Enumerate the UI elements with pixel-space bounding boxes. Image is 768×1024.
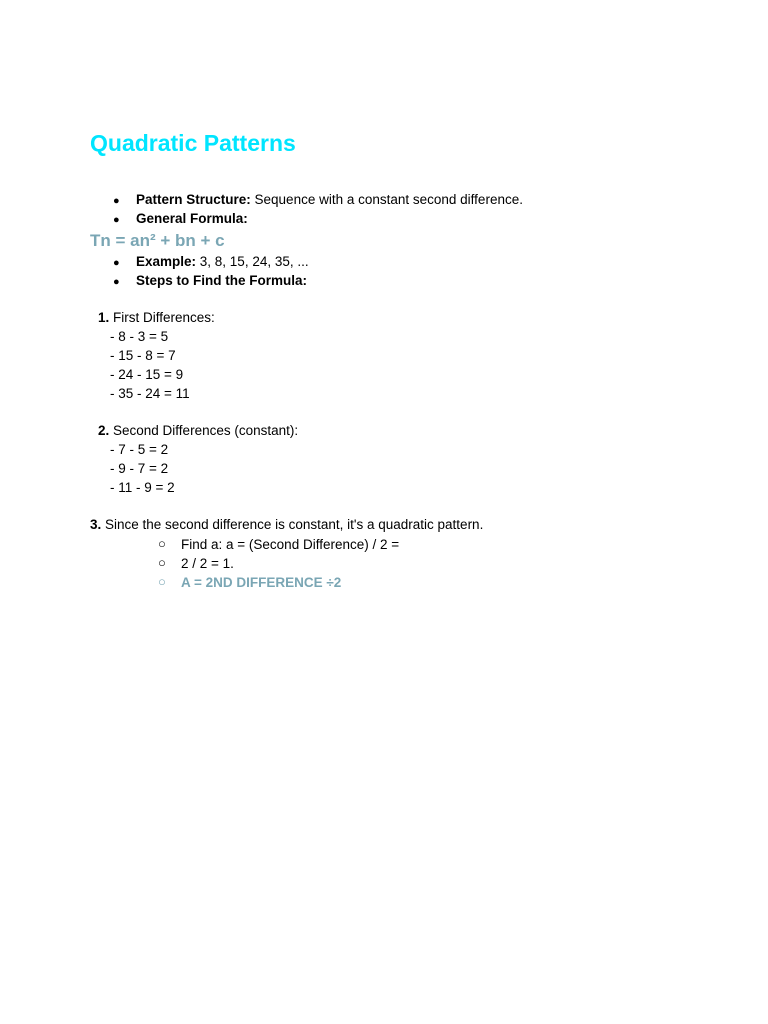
step-number: 2.	[98, 423, 110, 438]
step-1-line: - 15 - 8 = 7	[110, 348, 176, 363]
bullet-steps	[136, 273, 307, 289]
bullet-pattern-structure	[136, 192, 523, 208]
bullet-label: General Formula:	[136, 211, 248, 226]
step-3-sub-item-highlight: A = 2ND DIFFERENCE ÷2	[181, 575, 342, 590]
step-2-line: - 11 - 9 = 2	[110, 480, 175, 495]
step-1-line: - 35 - 24 = 11	[110, 386, 190, 401]
bullet-label: Steps to Find the Formula:	[136, 273, 307, 288]
bullet-icon: ●	[113, 195, 120, 207]
step-2-line: - 7 - 5 = 2	[110, 442, 169, 457]
step-2-heading	[98, 423, 298, 439]
step-3-sub-item: Find a: a = (Second Difference) / 2 =	[181, 537, 400, 552]
step-1-line: - 24 - 15 = 9	[110, 367, 184, 382]
step-number: 3.	[90, 517, 102, 532]
circle-bullet-icon: ○	[158, 574, 166, 589]
circle-bullet-icon: ○	[158, 555, 166, 570]
step-2-line: - 9 - 7 = 2	[110, 461, 169, 476]
bullet-icon: ●	[113, 214, 120, 226]
bullet-icon: ●	[113, 276, 120, 288]
step-3-heading	[90, 517, 483, 533]
general-formula: Tn = an² + bn + c	[90, 231, 225, 250]
circle-bullet-icon: ○	[158, 536, 166, 551]
bullet-icon: ●	[113, 257, 120, 269]
step-3-sub-item: 2 / 2 = 1.	[181, 556, 234, 571]
bullet-example	[136, 254, 309, 270]
bullet-text: 3, 8, 15, 24, 35, ...	[196, 254, 309, 269]
step-heading-text: First Differences:	[109, 310, 215, 325]
bullet-label: Example:	[136, 254, 197, 269]
bullet-text: Sequence with a constant second difference.	[250, 192, 523, 207]
bullet-general-formula	[136, 211, 248, 227]
step-1-heading	[98, 310, 215, 326]
step-heading-text: Second Differences (constant):	[109, 423, 299, 438]
step-number: 1.	[98, 310, 110, 325]
bullet-label: Pattern Structure:	[136, 192, 251, 207]
step-heading-text: Since the second difference is constant, it's a quadratic pattern.	[101, 517, 484, 532]
step-1-line: - 8 - 3 = 5	[110, 329, 169, 344]
page-title: Quadratic Patterns	[90, 130, 296, 156]
